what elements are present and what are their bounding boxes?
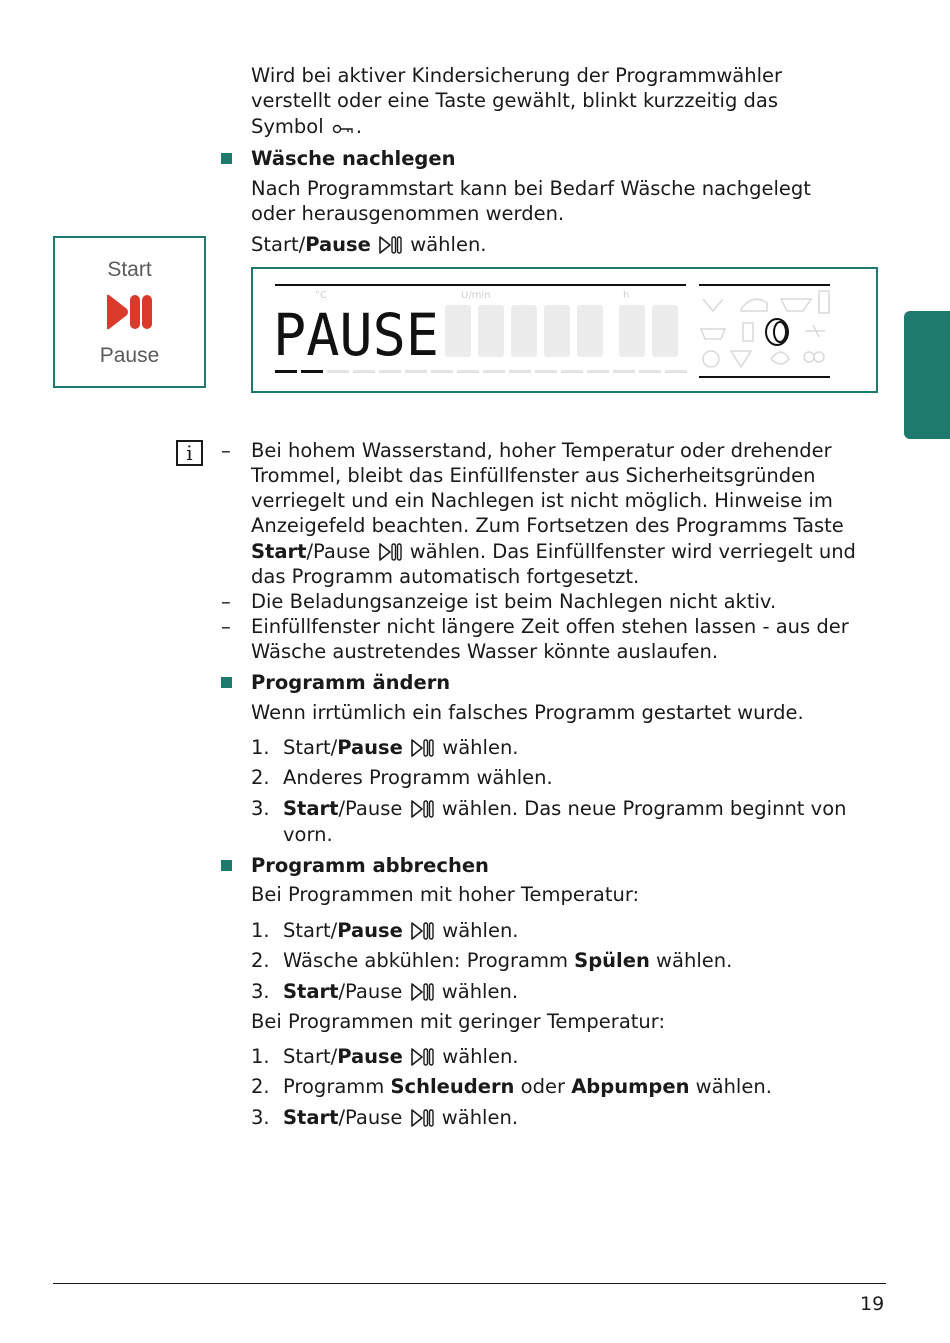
step-text: Start/Pause wählen.	[283, 919, 519, 942]
inactive-digits	[445, 305, 678, 357]
note-dash: –	[221, 590, 231, 613]
drum-symbol-icon	[766, 319, 788, 345]
note-line: Anzeigefeld beachten. Zum Fortsetzen des Programms Taste	[251, 514, 844, 537]
lcd-display	[253, 269, 876, 391]
note-line: Start/Pause wählen. Das Einfüllfenster wird verriegelt und	[251, 540, 856, 563]
start-pause-icon	[379, 542, 402, 562]
step-number: 2.	[251, 949, 270, 972]
step-number: 1.	[251, 919, 270, 942]
note-line: Wäsche austretendes Wasser könnte auslaufen.	[251, 640, 719, 663]
start-pause-icon	[411, 799, 434, 819]
start-pause-icon	[411, 738, 434, 758]
step-text: Wäsche abkühlen: Programm Spülen wählen.	[283, 949, 733, 972]
unit-rpm-label: U/min	[461, 290, 491, 301]
page-number: 19	[860, 1293, 885, 1315]
start-pause-icon	[379, 235, 402, 255]
note-dash: –	[221, 439, 231, 462]
intro-line: verstellt oder eine Taste gewählt, blinkt kurzzeitig das	[251, 89, 779, 112]
section-bullet	[221, 153, 232, 164]
step-text: Start/Pause wählen. Das neue Programm beginnt von	[283, 797, 847, 820]
inactive-symbols	[701, 291, 829, 367]
section-heading-cancel: Programm abbrechen	[251, 854, 489, 877]
button-label-start: Start	[107, 258, 152, 281]
start-pause-icon	[411, 982, 434, 1002]
unit-temp-label: °C	[315, 290, 327, 301]
info-icon: i	[176, 440, 203, 466]
note-dash: –	[221, 615, 231, 638]
step-number: 3.	[251, 1106, 270, 1129]
display-panel	[251, 267, 878, 393]
section-heading-reload: Wäsche nachlegen	[251, 147, 456, 170]
note-line: Die Beladungsanzeige ist beim Nachlegen nicht aktiv.	[251, 590, 777, 613]
step-text: Start/Pause wählen.	[283, 1045, 519, 1068]
intro-line: Wird bei aktiver Kindersicherung der Programmwähler	[251, 64, 783, 87]
paragraph-line: Wenn irrtümlich ein falsches Programm gestartet wurde.	[251, 701, 804, 724]
display-pause-text: PAUSE	[273, 301, 439, 369]
step-text: vorn.	[283, 823, 333, 846]
step-text: Start/Pause wählen.	[283, 980, 519, 1003]
chapter-tab	[904, 311, 950, 439]
step-number: 2.	[251, 1075, 270, 1098]
note-line: Trommel, bleibt das Einfüllfenster aus Sicherheitsgründen	[251, 464, 816, 487]
section-heading-change: Programm ändern	[251, 671, 451, 694]
step-number: 3.	[251, 797, 270, 820]
key-icon	[332, 123, 354, 137]
unit-hour-label: h	[623, 290, 630, 301]
step-number: 2.	[251, 766, 270, 789]
step-text: Anderes Programm wählen.	[283, 766, 553, 789]
paragraph-line: Bei Programmen mit hoher Temperatur:	[251, 883, 640, 906]
note-line: Bei hohem Wasserstand, hoher Temperatur oder drehender	[251, 439, 832, 462]
section-bullet	[221, 860, 232, 871]
step-number: 1.	[251, 1045, 270, 1068]
step-number: 3.	[251, 980, 270, 1003]
footer-rule	[53, 1283, 886, 1284]
start-pause-red-icon	[105, 294, 155, 330]
paragraph-line: Bei Programmen mit geringer Temperatur:	[251, 1010, 666, 1033]
intro-line: Symbol .	[251, 115, 363, 138]
step-number: 1.	[251, 736, 270, 759]
button-label-pause: Pause	[99, 344, 160, 367]
paragraph-line: Nach Programmstart kann bei Bedarf Wäsche nachgelegt	[251, 177, 811, 200]
action-line: Start/Pause wählen.	[251, 233, 487, 256]
start-pause-button-illustration	[53, 236, 206, 388]
note-line: Einfüllfenster nicht längere Zeit offen stehen lassen - aus der	[251, 615, 849, 638]
start-pause-icon	[411, 1108, 434, 1128]
step-text: Programm Schleudern oder Abpumpen wählen.	[283, 1075, 772, 1098]
paragraph-line: oder herausgenommen werden.	[251, 202, 565, 225]
step-text: Start/Pause wählen.	[283, 736, 519, 759]
note-line: verriegelt und ein Nachlegen ist nicht möglich. Hinweise im	[251, 489, 833, 512]
start-pause-icon	[411, 921, 434, 941]
note-line: das Programm automatisch fortgesetzt.	[251, 565, 640, 588]
step-text: Start/Pause wählen.	[283, 1106, 519, 1129]
section-bullet	[221, 677, 232, 688]
start-pause-icon	[411, 1047, 434, 1067]
